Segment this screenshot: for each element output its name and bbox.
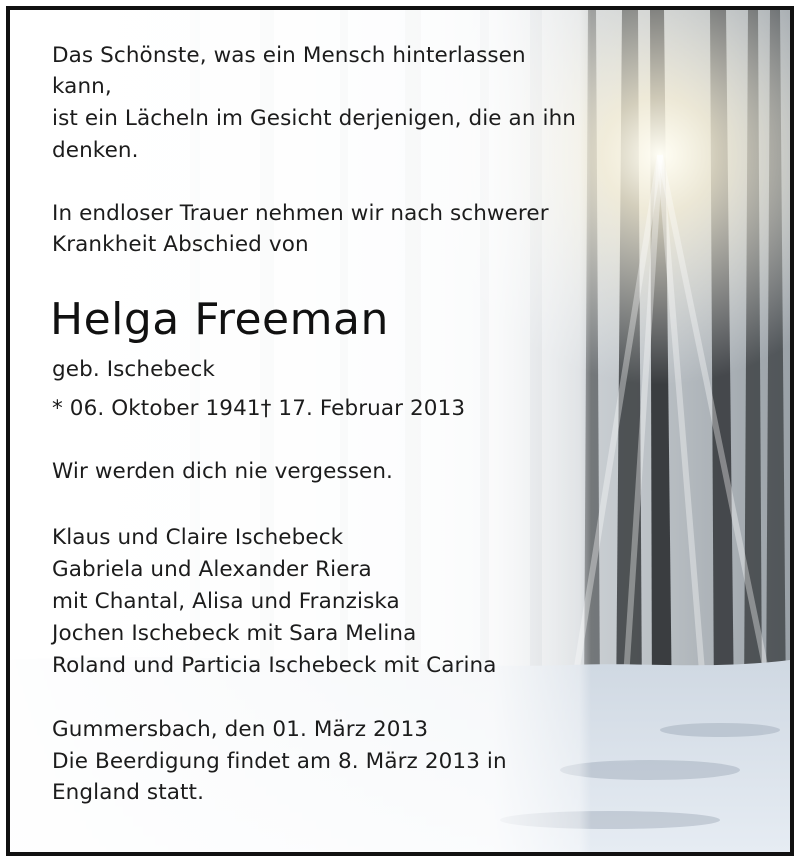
mourner-line-1: Klaus und Claire Ischebeck: [52, 525, 344, 550]
quote-line-1: Das Schönste, was ein Mensch hinterlassen: [52, 43, 526, 68]
obituary-card: [6, 6, 794, 856]
intro-line-1: In endloser Trauer nehmen wir nach schwerer: [52, 201, 549, 226]
quote-line-3: ist ein Lächeln im Gesicht derjenigen, die an ihn: [52, 106, 577, 131]
quote-line-4: denken.: [52, 138, 139, 163]
birth-name: geb. Ischebeck: [52, 357, 215, 382]
quote-line-2: kann,: [52, 74, 112, 99]
place-date: Gummersbach, den 01. März 2013: [52, 717, 429, 742]
mourner-line-2: Gabriela und Alexander Riera: [52, 557, 372, 582]
intro-line-2: Krankheit Abschied von: [52, 232, 309, 257]
closing-line: Wir werden dich nie vergessen.: [52, 459, 393, 484]
life-dates: * 06. Oktober 1941† 17. Februar 2013: [52, 396, 466, 421]
funeral-line-2: England statt.: [52, 780, 205, 805]
mourner-line-3: mit Chantal, Alisa und Franziska: [52, 589, 400, 614]
mourner-line-4: Jochen Ischebeck mit Sara Melina: [52, 621, 417, 646]
funeral-line-1: Die Beerdigung findet am 8. März 2013 in: [52, 749, 507, 774]
deceased-name: Helga Freeman: [50, 294, 389, 345]
mourner-line-5: Roland und Particia Ischebeck mit Carina: [52, 653, 497, 678]
